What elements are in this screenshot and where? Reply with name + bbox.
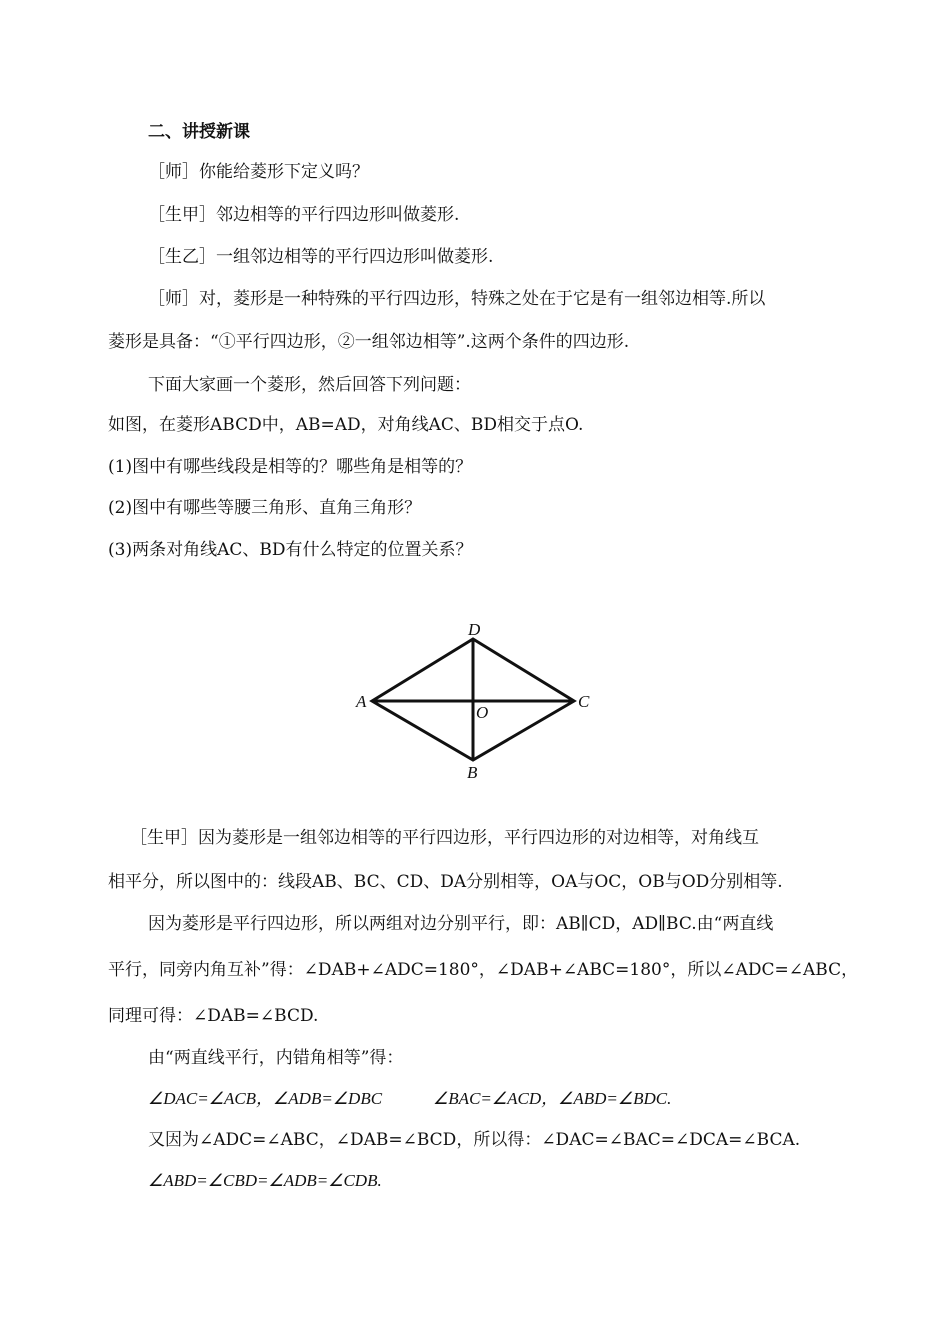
answer-line: 同理可得：∠DAB=∠BCD.: [108, 1006, 319, 1026]
answer-line: ∠DAC=∠ACB，∠ADB=∠DBC ∠BAC=∠ACD，∠ABD=∠BDC.: [148, 1089, 672, 1108]
center-label-o: O: [476, 703, 489, 722]
answer-line: ∠ABD=∠CBD=∠ADB=∠CDB.: [148, 1171, 382, 1190]
problem-question-3: (3)两条对角线AC、BD有什么特定的位置关系？: [108, 540, 473, 560]
answer-line: 由“两直线平行，内错角相等”得：: [148, 1048, 404, 1068]
dialogue-line: ［师］对，菱形是一种特殊的平行四边形，特殊之处在于它是有一组邻边相等.所以: [148, 289, 766, 309]
dialogue-line: ［生乙］一组邻边相等的平行四边形叫做菱形.: [148, 247, 494, 267]
dialogue-line: ［生甲］邻边相等的平行四边形叫做菱形.: [148, 205, 460, 225]
problem-intro: 如图，在菱形ABCD中，AB=AD，对角线AC、BD相交于点O.: [108, 415, 584, 435]
vertex-label-a: A: [356, 692, 367, 711]
section-title: 二、讲授新课: [148, 122, 250, 142]
dialogue-line: 下面大家画一个菱形，然后回答下列问题：: [148, 375, 471, 395]
vertex-label-c: C: [578, 692, 590, 711]
problem-question-2: (2)图中有哪些等腰三角形、直角三角形？: [108, 498, 422, 518]
dialogue-line: ［师］你能给菱形下定义吗？: [148, 162, 369, 182]
answer-line: 又因为∠ADC=∠ABC，∠DAB=∠BCD，所以得：∠DAC=∠BAC=∠DCA=∠BCA.: [148, 1130, 801, 1150]
vertex-label-b: B: [467, 763, 478, 782]
answer-line: 相平分，所以图中的：线段AB、BC、CD、DA分别相等，OA与OC，OB与OD分别相等.: [108, 872, 783, 892]
answer-line: 平行，同旁内角互补”得：∠DAB+∠ADC=180°，∠DAB+∠ABC=180°，所以∠ADC=∠ABC，: [108, 960, 859, 980]
vertex-label-d: D: [468, 620, 481, 639]
answer-line: ［生甲］因为菱形是一组邻边相等的平行四边形，平行四边形的对边相等，对角线互: [130, 828, 759, 848]
dialogue-line: 菱形是具备：“①平行四边形，②一组邻边相等”.这两个条件的四边形.: [108, 332, 630, 352]
answer-line: 因为菱形是平行四边形，所以两组对边分别平行，即：AB∥CD，AD∥BC.由“两直线: [148, 914, 774, 934]
problem-question-1: (1)图中有哪些线段是相等的？哪些角是相等的？: [108, 457, 473, 477]
rhombus-figure: [345, 612, 605, 784]
